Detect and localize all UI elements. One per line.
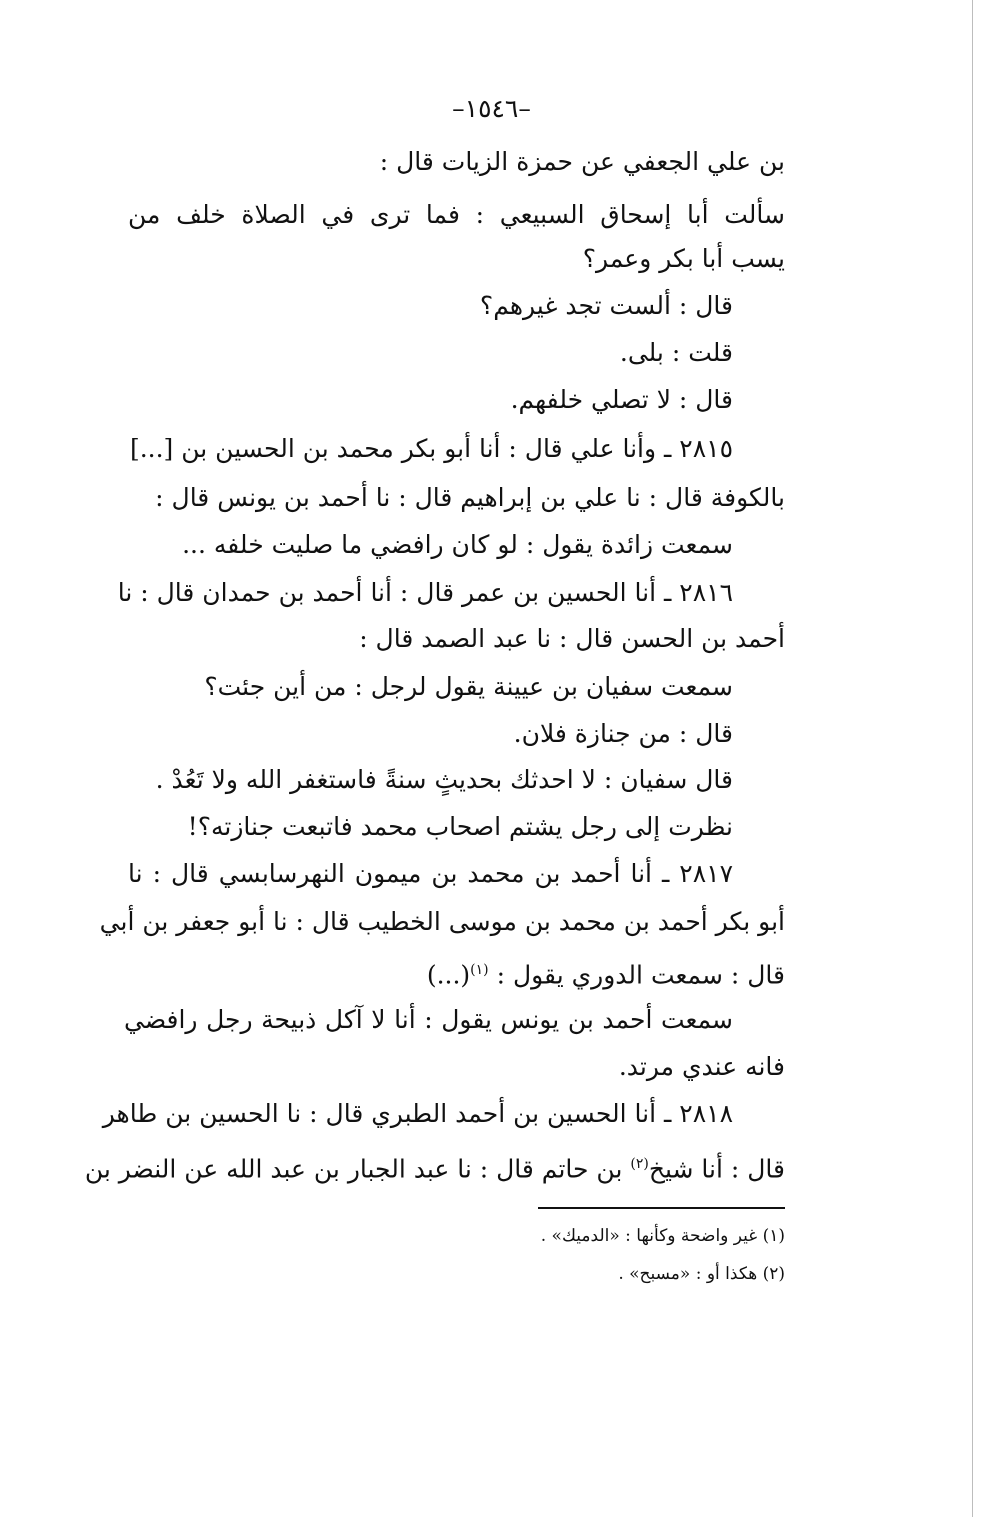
- text-line: بن علي الجعفي عن حمزة الزيات قال :: [379, 147, 785, 176]
- text-line: نظرت إلى رجل يشتم اصحاب محمد فاتبعت جنازته؟!: [187, 812, 733, 841]
- text-line: أحمد بن الحسن قال : نا عبد الصمد قال :: [359, 624, 785, 653]
- page-number: –١٥٤٦–: [452, 94, 531, 123]
- footnote: (١) غير واضحة وكأنها : «الدميك» .: [540, 1226, 785, 1246]
- footnote: (٢) هكذا أو : «مسبح» .: [618, 1264, 785, 1284]
- footnote-ref: (١): [470, 962, 489, 978]
- text-line: ٢٨١٥ ـ وأنا علي قال : أنا أبو بكر محمد بن الحسين بن [...]: [129, 434, 733, 463]
- text-line: سمعت زائدة يقول : لو كان رافضي ما صليت خلفه ...: [182, 530, 733, 559]
- text-line: قال سفيان : لا احدثك بحديثٍ سنةً فاستغفر الله ولا تَعُدْ .: [155, 765, 733, 794]
- text-line: ٢٨١٧ ـ أنا أحمد بن محمد بن ميمون النهرسابسي قال : نا: [128, 859, 733, 888]
- text-line: أبو بكر أحمد بن محمد بن موسى الخطيب قال : نا أبو جعفر بن أبي: [99, 907, 785, 936]
- line-text: بن حاتم قال : نا عبد الجبار بن عبد الله عن النضر بن: [84, 1154, 623, 1184]
- text-line: قال : لا تصلي خلفهم.: [510, 385, 733, 414]
- footnote-separator: [538, 1207, 785, 1209]
- text-line: قال : من جنازة فلان.: [513, 719, 733, 748]
- footnote-ref: (٢): [630, 1156, 649, 1172]
- text-line: [427, 955, 785, 990]
- line-text: قال : أنا شيخ: [648, 1154, 785, 1184]
- text-line: فانه عندي مرتد.: [618, 1052, 785, 1081]
- text-line: ٢٨١٨ ـ أنا الحسين بن أحمد الطبري قال : نا الحسين بن طاهر: [102, 1099, 733, 1128]
- page-edge-line: [972, 0, 973, 1517]
- text-line: قال : ألست تجد غيرهم؟: [479, 291, 733, 320]
- text-line: سمعت أحمد بن يونس يقول : أنا لا آكل ذبيحة رجل رافضي: [124, 1005, 733, 1034]
- text-line: قلت : بلى.: [619, 338, 733, 367]
- text-line: ٢٨١٦ ـ أنا الحسين بن عمر قال : أنا أحمد بن حمدان قال : نا: [117, 578, 733, 607]
- text-line: سمعت سفيان بن عيينة يقول لرجل : من أين جئت؟: [204, 672, 733, 701]
- text-line: بالكوفة قال : نا علي بن إبراهيم قال : نا أحمد بن يونس قال :: [155, 483, 785, 512]
- text-line: [84, 1149, 785, 1184]
- line-text: (...): [426, 960, 471, 990]
- line-text: قال : سمعت الدوري يقول :: [496, 960, 785, 990]
- text-line: يسب أبا بكر وعمر؟: [582, 244, 785, 273]
- text-line: سألت أبا إسحاق السبيعي : فما ترى في الصلاة خلف من: [128, 200, 785, 229]
